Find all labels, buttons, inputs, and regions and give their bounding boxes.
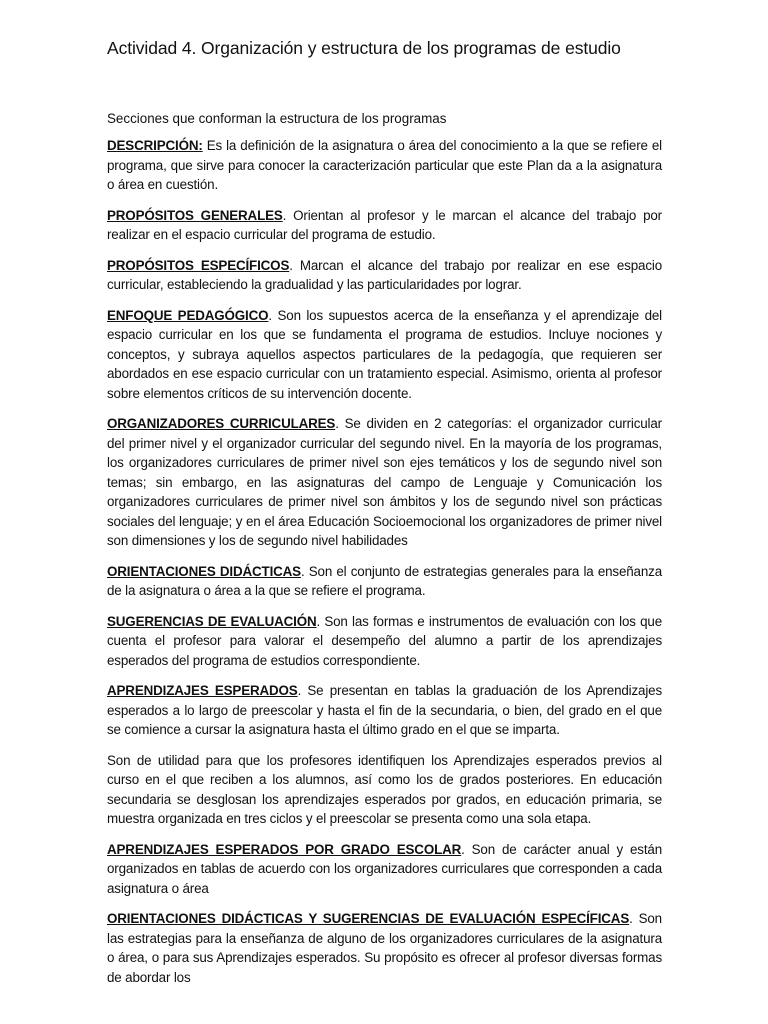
- term-propositos-especificos: PROPÓSITOS ESPECÍFICOS: [107, 257, 290, 273]
- paragraph-propositos-especificos: [107, 256, 662, 295]
- definition-propositos-especificos: . Marcan el alcance del trabajo por realizar en ese espacio curricular, estableciendo la gradualidad y las particularidades por lograr.: [107, 257, 662, 292]
- paragraph-orientaciones-didacticas: [107, 562, 662, 601]
- definition-aprendizajes-esperados: . Se presentan en tablas la graduación de los Aprendizajes esperados a lo largo de preescolar y hasta el fin de la secundaria, o bien, del grado en el que se comience a cursar la asignatura hasta el último grado en el que se imparta.: [107, 683, 662, 737]
- paragraph-sugerencias-evaluacion: [107, 612, 662, 671]
- paragraph-organizadores-curriculares: [107, 414, 662, 551]
- definition-enfoque-pedagogico: . Son los supuestos acerca de la enseñanza y el aprendizaje del espacio curricular en los que se fundamenta el programa de estudios. Incluye nociones y conceptos, y subraya aquellos aspectos particulares de la pedagogía, que requieren ser abordados en ese espacio curricular con un tratamiento especial. Asimismo, orienta al profesor sobre elementos críticos de su intervención docente.: [107, 307, 662, 401]
- definition-orientaciones-didacticas: . Son el conjunto de estrategias generales para la enseñanza de la asignatura o área a la que se refiere el programa.: [107, 563, 662, 598]
- term-aprendizajes-por-grado: APRENDIZAJES ESPERADOS POR GRADO ESCOLAR: [107, 841, 462, 857]
- term-orientaciones-especificas: ORIENTACIONES DIDÁCTICAS Y SUGERENCIAS DE EVALUACIÓN ESPECÍFICAS: [107, 911, 630, 926]
- paragraph-aprendizajes-esperados: [107, 681, 662, 740]
- paragraph-utilidad: Son de utilidad para que los profesores identifiquen los Aprendizajes esperados previos al curso en el que reciben a los alumnos, así como los de grados posteriores. En educación secundaria se desglosan los aprendizajes esperados por grados, en educación primaria, se muestra organizada en tres ciclos y el preescolar se presenta como una sola etapa.: [107, 752, 662, 826]
- paragraph-enfoque-pedagogico: [107, 306, 662, 404]
- paragraph-descripcion: [107, 136, 662, 195]
- definition-propositos-generales: . Orientan al profesor y le marcan el alcance del trabajo por realizar en el espacio curricular del programa de estudio.: [107, 207, 662, 242]
- paragraph-aprendizajes-por-grado: [107, 840, 662, 899]
- term-sugerencias-evaluacion: SUGERENCIAS DE EVALUACIÓN: [107, 613, 317, 629]
- definition-aprendizajes-por-grado: . Son de carácter anual y están organizados en tablas de acuerdo con los organizadores curriculares que corresponden a cada asignatura o área: [107, 841, 663, 896]
- paragraph-propositos-generales: [107, 206, 662, 245]
- definition-orientaciones-especificas: . Son las estrategias para la enseñanza de alguno de los organizadores curriculares de la asignatura o área, o para sus Aprendizajes esperados. Su propósito es ofrecer al profesor diversas formas de abordar los: [107, 911, 662, 985]
- term-aprendizajes-esperados: APRENDIZAJES ESPERADOS: [107, 683, 298, 698]
- paragraph-orientaciones-especificas: [107, 909, 662, 987]
- term-enfoque-pedagogico: ENFOQUE PEDAGÓGICO: [107, 307, 269, 323]
- term-descripcion: DESCRIPCIÓN:: [107, 138, 203, 153]
- term-orientaciones-didacticas: ORIENTACIONES DIDÁCTICAS: [107, 563, 301, 579]
- term-propositos-generales: PROPÓSITOS GENERALES: [107, 207, 283, 223]
- definition-descripcion: Es la definición de la asignatura o área del conocimiento a la que se refiere el programa, que sirve para conocer la caracterización particular que este Plan da a la asignatura o área en cuestión.: [107, 138, 662, 192]
- section-heading: Secciones que conforman la estructura de los programas: [107, 111, 447, 126]
- document-title: Actividad 4. Organización y estructura de los programas de estudio: [107, 38, 621, 58]
- definition-sugerencias-evaluacion: . Son las formas e instrumentos de evaluación con los que cuenta el profesor para valorar el desempeño del alumno a partir de los aprendizajes esperados del programa de estudios correspondiente.: [107, 613, 662, 668]
- term-organizadores-curriculares: ORGANIZADORES CURRICULARES: [107, 416, 336, 431]
- definition-organizadores-curriculares: . Se dividen en 2 categorías: el organizador curricular del primer nivel y el organizador curricular del segundo nivel. En la mayoría de los programas, los organizadores curriculares de primer nivel son ejes temáticos y los de segundo nivel son temas; sin embargo, en las asignaturas del campo de Lenguaje y Comunicación los organizadores curriculares de primer nivel son ámbitos y los de segundo nivel son prácticas sociales del lenguaje; y en el área Educación Socioemocional los organizadores de primer nivel son dimensiones y los de segundo nivel habilidades: [107, 416, 662, 548]
